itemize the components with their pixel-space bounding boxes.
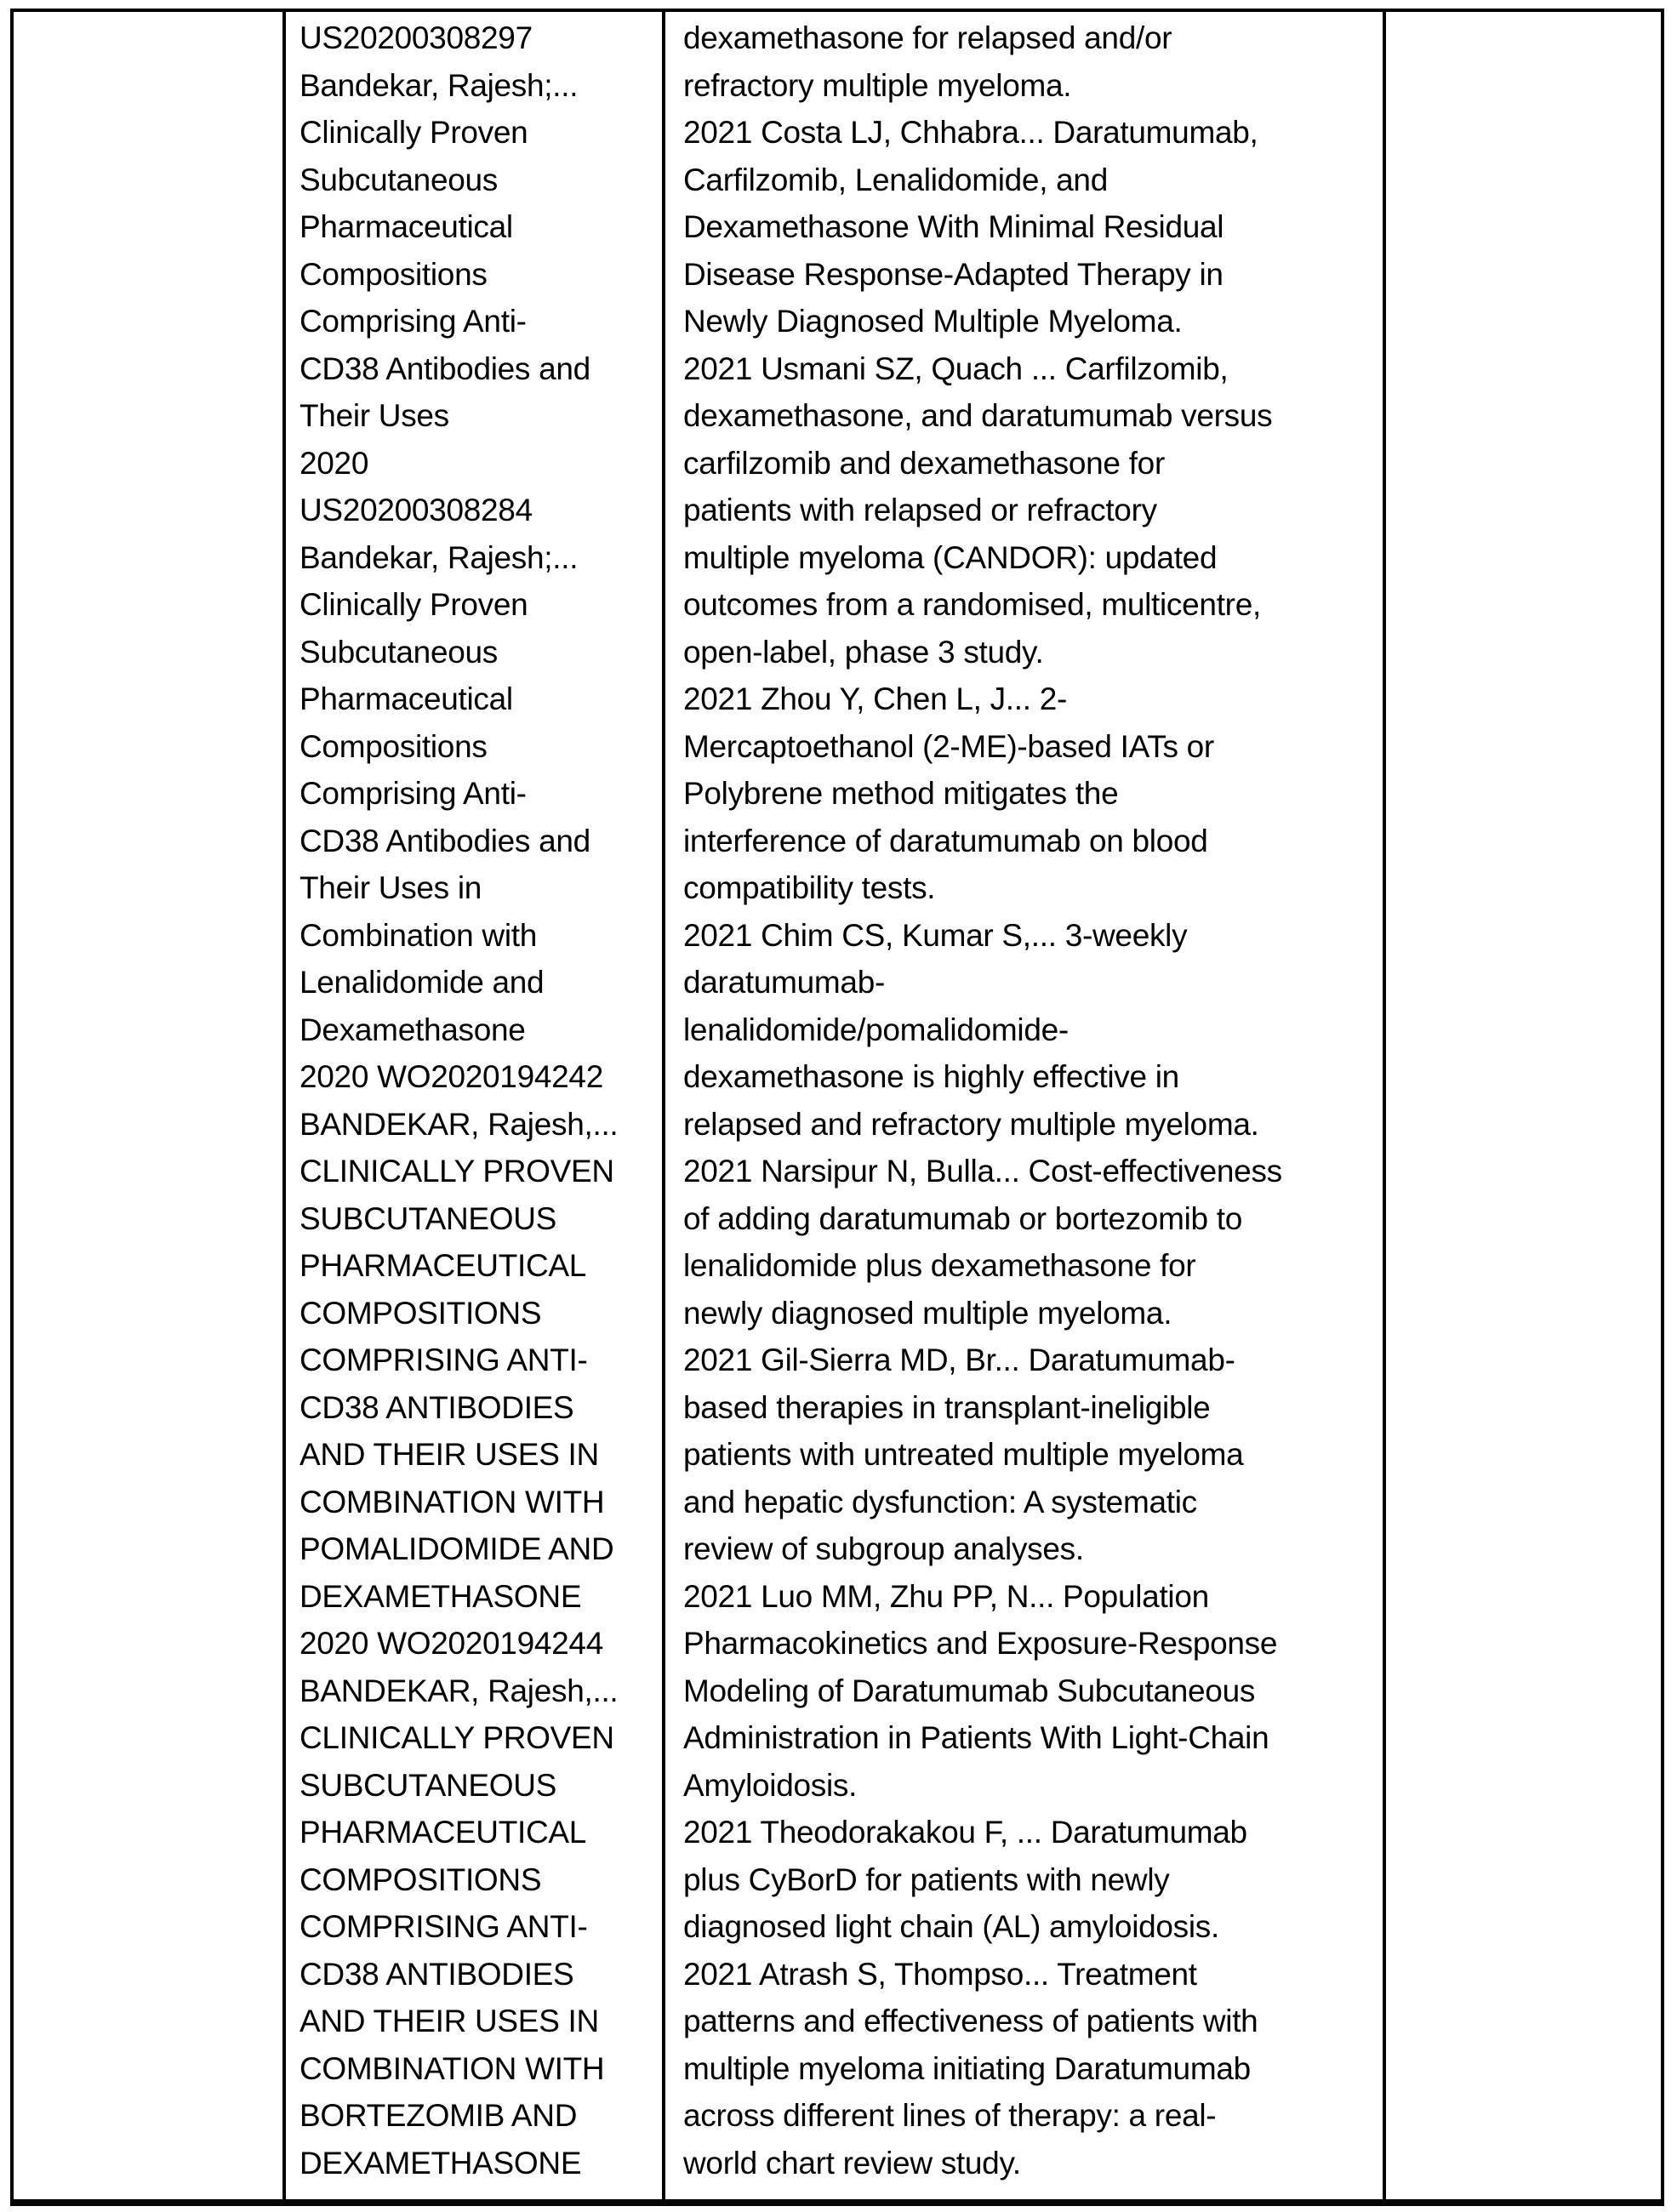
text-line: Comprising Anti- [299,776,527,811]
text-line: Mercaptoethanol (2-ME)-based IATs or [683,728,1214,764]
text-line: DEXAMETHASONE [299,2145,582,2181]
text-line: CLINICALLY PROVEN [299,1154,614,1189]
text-line: compatibility tests. [683,870,936,905]
spacer-cell-left [14,12,286,2199]
text-line: refractory multiple myeloma. [683,67,1072,103]
text-line: Bandekar, Rajesh;... [299,67,579,103]
text-line: based therapies in transplant-ineligible [683,1389,1211,1425]
text-line: multiple myeloma initiating Daratumumab [683,2050,1251,2086]
text-line: Lenalidomide and [299,965,545,1000]
text-line: lenalidomide plus dexamethasone for [683,1248,1196,1283]
text-line: Pharmaceutical [299,209,513,244]
text-line: diagnosed light chain (AL) amyloidosis. [683,1909,1219,1944]
text-line: outcomes from a randomised, multicentre, [683,587,1261,622]
text-line: COMPOSITIONS [299,1295,542,1331]
text-line: CLINICALLY PROVEN [299,1720,614,1755]
text-line: 2021 Zhou Y, Chen L, J... 2- [683,681,1067,716]
text-line: CD38 ANTIBODIES [299,1956,574,1992]
spacer-cell-right [1386,12,1651,2199]
text-line: PHARMACEUTICAL [299,1815,587,1850]
text-line: 2021 Costa LJ, Chhabra... Daratumumab, [683,115,1258,150]
text-line: CD38 Antibodies and [299,351,590,386]
patents-cell [286,12,665,2199]
text-line: Their Uses in [299,870,482,905]
text-line: Clinically Proven [299,115,528,150]
text-line: 2021 Atrash S, Thompso... Treatment [683,1956,1197,1992]
text-line: Modeling of Daratumumab Subcutaneous [683,1673,1256,1708]
text-line: 2020 WO2020194244 [299,1626,603,1661]
text-line: SUBCUTANEOUS [299,1200,557,1236]
text-line: Administration in Patients With Light-Chain [683,1720,1269,1755]
text-line: COMPRISING ANTI- [299,1909,588,1944]
text-line: daratumumab- [683,965,886,1000]
document-table [10,9,1664,2206]
text-line: relapsed and refractory multiple myeloma. [683,1106,1259,1142]
text-line: Their Uses [299,398,449,433]
text-line: Dexamethasone [299,1012,526,1047]
text-line: CD38 ANTIBODIES [299,1389,574,1425]
text-line: Dexamethasone With Minimal Residual [683,209,1224,244]
text-line: world chart review study. [683,2145,1021,2181]
text-line: Bandekar, Rajesh;... [299,539,579,575]
text-line: review of subgroup analyses. [683,1531,1084,1566]
text-line: BANDEKAR, Rajesh,... [299,1673,619,1708]
text-line: dexamethasone for relapsed and/or [683,20,1172,55]
text-line: AND THEIR USES IN [299,2004,599,2038]
text-line: PHARMACEUTICAL [299,1248,587,1283]
text-line: 2021 Gil-Sierra MD, Br... Daratumumab- [683,1343,1235,1377]
text-line: dexamethasone is highly effective in [683,1059,1179,1094]
text-line: 2021 Theodorakakou F, ... Daratumumab [683,1815,1247,1850]
text-line: newly diagnosed multiple myeloma. [683,1295,1172,1331]
text-line: Combination with [299,917,538,953]
text-line: 2021 Usmani SZ, Quach ... Carfilzomib, [683,351,1229,386]
text-line: plus CyBorD for patients with newly [683,1861,1170,1897]
text-line: Polybrene method mitigates the [683,776,1119,811]
publications-cell [665,12,1386,2199]
text-line: COMPRISING ANTI- [299,1343,588,1377]
text-line: dexamethasone, and daratumumab versus [683,398,1273,433]
text-line: of adding daratumumab or bortezomib to [683,1200,1243,1236]
text-line: multiple myeloma (CANDOR): updated [683,539,1218,575]
text-line: Amyloidosis. [683,1767,858,1803]
text-line: carfilzomib and dexamethasone for [683,445,1165,481]
text-line: 2021 Luo MM, Zhu PP, N... Population [683,1578,1209,1614]
text-line: SUBCUTANEOUS [299,1767,557,1803]
text-line: US20200308297 [299,20,533,55]
text-line: 2020 WO2020194242 [299,1059,603,1094]
text-line: Carfilzomib, Lenalidomide, and [683,162,1108,197]
text-line: Disease Response-Adapted Therapy in [683,256,1224,292]
text-line: Subcutaneous [299,634,498,670]
text-line: BANDEKAR, Rajesh,... [299,1106,619,1142]
text-line: patients with untreated multiple myeloma [683,1437,1244,1472]
text-line: patients with relapsed or refractory [683,493,1157,527]
text-line: Subcutaneous [299,162,498,197]
text-line: COMBINATION WITH [299,1484,605,1519]
text-line: Compositions [299,256,488,292]
text-line: 2020 [299,445,369,481]
text-line: lenalidomide/pomalidomide- [683,1012,1069,1047]
text-line: across different lines of therapy: a real- [683,2098,1217,2133]
text-line: DEXAMETHASONE [299,1578,582,1614]
text-line: Clinically Proven [299,587,528,622]
text-line: Pharmacokinetics and Exposure-Response [683,1626,1278,1661]
text-line: Compositions [299,728,488,764]
text-line: US20200308284 [299,493,533,527]
text-line: interference of daratumumab on blood [683,823,1208,858]
text-line: CD38 Antibodies and [299,823,590,858]
text-line: 2021 Chim CS, Kumar S,... 3-weekly [683,917,1188,953]
text-line: AND THEIR USES IN [299,1437,599,1472]
text-line: COMPOSITIONS [299,1861,542,1897]
text-line: open-label, phase 3 study. [683,634,1044,670]
text-line: POMALIDOMIDE AND [299,1531,614,1566]
text-line: BORTEZOMIB AND [299,2098,578,2133]
text-line: COMBINATION WITH [299,2050,605,2086]
text-line: Newly Diagnosed Multiple Myeloma. [683,304,1183,339]
text-line: Pharmaceutical [299,681,513,716]
text-line: 2021 Narsipur N, Bulla... Cost-effectiveness [683,1154,1282,1189]
text-line: patterns and effectiveness of patients with [683,2004,1258,2038]
text-line: and hepatic dysfunction: A systematic [683,1484,1197,1519]
text-line: Comprising Anti- [299,304,527,339]
